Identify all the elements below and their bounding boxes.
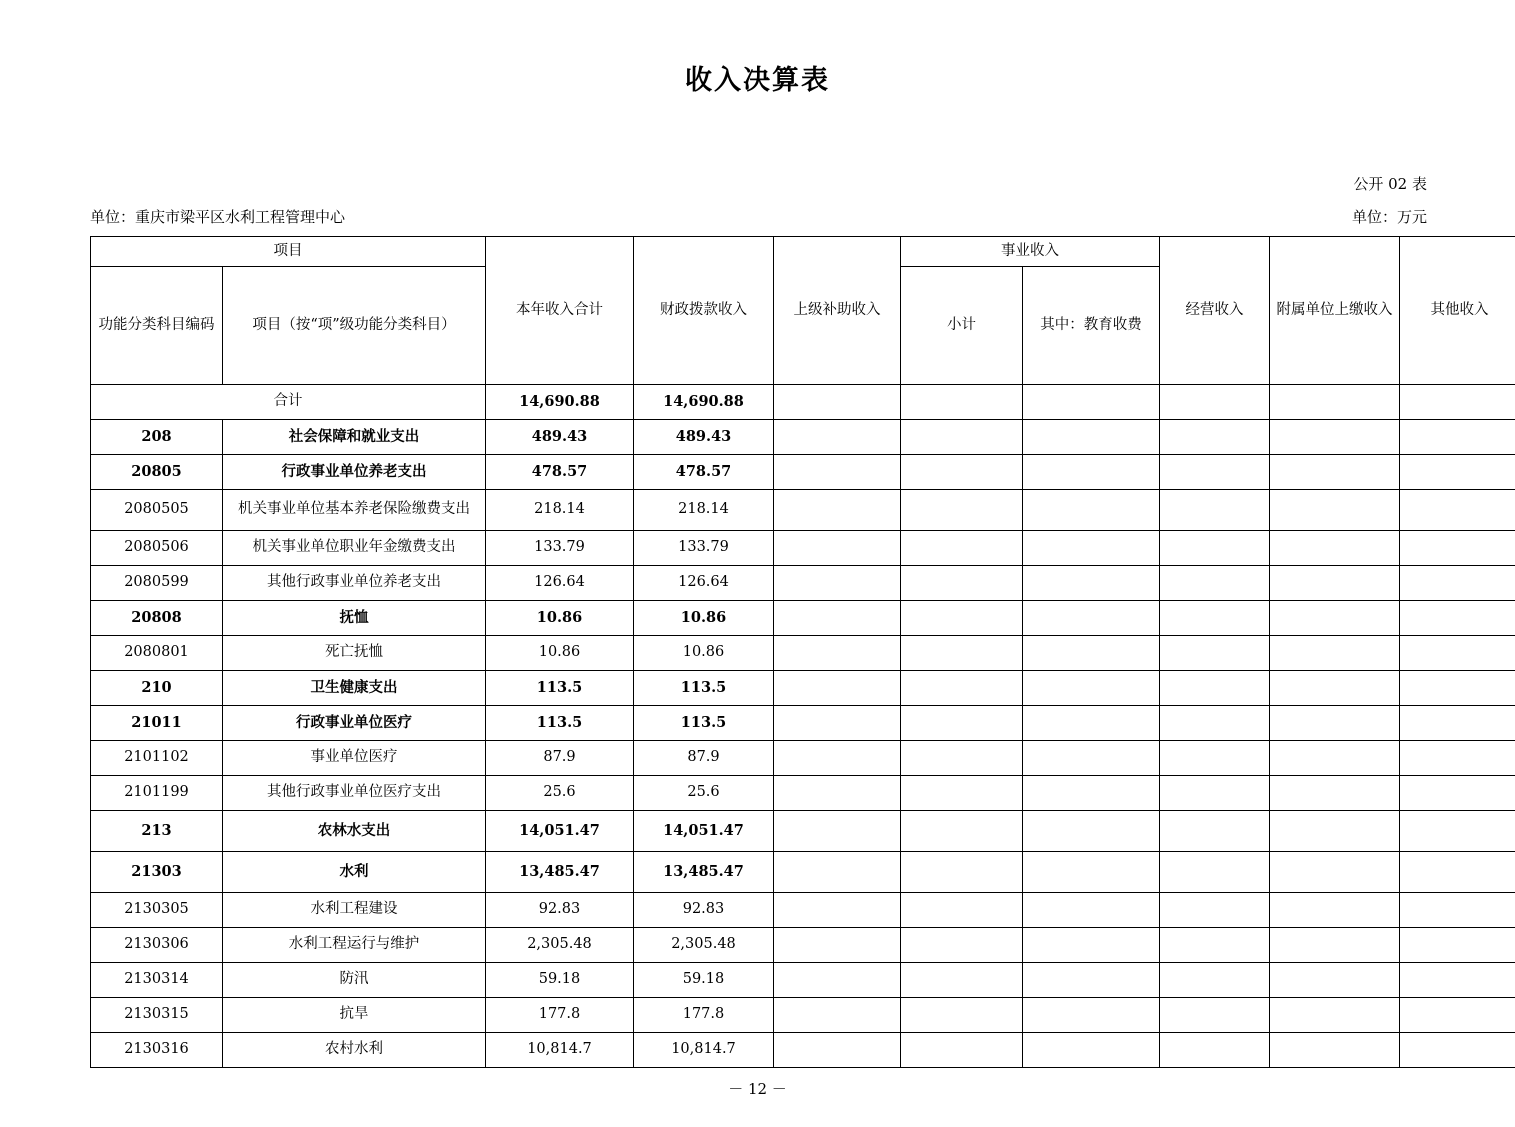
cell-fiscal: 14,690.88 bbox=[634, 385, 774, 420]
cell-other bbox=[1400, 385, 1515, 420]
cell-attach bbox=[1270, 963, 1400, 998]
cell-subtotal bbox=[901, 566, 1023, 601]
cell-year-total: 10,814.7 bbox=[486, 1033, 634, 1068]
table-row bbox=[91, 671, 1515, 706]
cell-edu bbox=[1023, 776, 1160, 811]
cell-year-total: 14,690.88 bbox=[486, 385, 634, 420]
cell-edu bbox=[1023, 531, 1160, 566]
cell-edu bbox=[1023, 420, 1160, 455]
cell-fiscal: 92.83 bbox=[634, 893, 774, 928]
cell-fiscal: 478.57 bbox=[634, 455, 774, 490]
cell-oper bbox=[1160, 741, 1270, 776]
table-row bbox=[91, 741, 1515, 776]
table-row bbox=[91, 928, 1515, 963]
cell-fiscal: 113.5 bbox=[634, 671, 774, 706]
cell-year-total: 478.57 bbox=[486, 455, 634, 490]
table-row bbox=[91, 963, 1515, 998]
cell-other bbox=[1400, 741, 1515, 776]
income-final-accounts-table bbox=[90, 236, 1515, 1068]
cell-attach bbox=[1270, 741, 1400, 776]
header-function-code: 功能分类科目编码 bbox=[91, 267, 223, 385]
cell-code: 210 bbox=[91, 671, 223, 706]
table-row bbox=[91, 420, 1515, 455]
cell-fiscal: 14,051.47 bbox=[634, 811, 774, 852]
cell-code: 2130305 bbox=[91, 893, 223, 928]
cell-other bbox=[1400, 636, 1515, 671]
cell-year-total: 59.18 bbox=[486, 963, 634, 998]
cell-oper bbox=[1160, 706, 1270, 741]
cell-code: 2130306 bbox=[91, 928, 223, 963]
cell-edu bbox=[1023, 671, 1160, 706]
cell-name: 水利 bbox=[223, 852, 486, 893]
header-affiliated-unit: 附属单位上缴收入 bbox=[1270, 237, 1400, 385]
cell-attach bbox=[1270, 998, 1400, 1033]
cell-oper bbox=[1160, 893, 1270, 928]
table-row bbox=[91, 566, 1515, 601]
cell-year-total: 14,051.47 bbox=[486, 811, 634, 852]
cell-other bbox=[1400, 566, 1515, 601]
cell-name: 其他行政事业单位养老支出 bbox=[223, 566, 486, 601]
header-education-fee: 其中：教育收费 bbox=[1023, 267, 1160, 385]
cell-year-total: 2,305.48 bbox=[486, 928, 634, 963]
cell-other bbox=[1400, 531, 1515, 566]
cell-year-total: 87.9 bbox=[486, 741, 634, 776]
cell-code: 2101199 bbox=[91, 776, 223, 811]
cell-attach bbox=[1270, 601, 1400, 636]
cell-code: 2080599 bbox=[91, 566, 223, 601]
cell-attach bbox=[1270, 928, 1400, 963]
cell-upper bbox=[774, 998, 901, 1033]
cell-subtotal bbox=[901, 601, 1023, 636]
cell-other bbox=[1400, 852, 1515, 893]
cell-fiscal: 10.86 bbox=[634, 601, 774, 636]
cell-attach bbox=[1270, 455, 1400, 490]
cell-year-total: 92.83 bbox=[486, 893, 634, 928]
cell-edu bbox=[1023, 963, 1160, 998]
cell-oper bbox=[1160, 963, 1270, 998]
cell-oper bbox=[1160, 601, 1270, 636]
table-row bbox=[91, 601, 1515, 636]
header-fiscal-allocation: 财政拨款收入 bbox=[634, 237, 774, 385]
cell-fiscal: 10,814.7 bbox=[634, 1033, 774, 1068]
row-label-total: 合计 bbox=[91, 385, 486, 420]
cell-upper bbox=[774, 490, 901, 531]
cell-code: 21011 bbox=[91, 706, 223, 741]
cell-subtotal bbox=[901, 531, 1023, 566]
cell-subtotal bbox=[901, 852, 1023, 893]
cell-attach bbox=[1270, 420, 1400, 455]
table-row bbox=[91, 852, 1515, 893]
cell-other bbox=[1400, 998, 1515, 1033]
table-row bbox=[91, 706, 1515, 741]
cell-oper bbox=[1160, 531, 1270, 566]
cell-other bbox=[1400, 420, 1515, 455]
cell-oper bbox=[1160, 852, 1270, 893]
header-group-business-income: 事业收入 bbox=[901, 237, 1160, 267]
cell-code: 2130314 bbox=[91, 963, 223, 998]
header-year-total: 本年收入合计 bbox=[486, 237, 634, 385]
cell-upper bbox=[774, 893, 901, 928]
cell-oper bbox=[1160, 928, 1270, 963]
cell-upper bbox=[774, 928, 901, 963]
table-header-row-group bbox=[91, 237, 1515, 267]
cell-subtotal bbox=[901, 998, 1023, 1033]
cell-code: 2080505 bbox=[91, 490, 223, 531]
cell-upper bbox=[774, 636, 901, 671]
cell-upper bbox=[774, 531, 901, 566]
cell-name: 水利工程运行与维护 bbox=[223, 928, 486, 963]
cell-subtotal bbox=[901, 1033, 1023, 1068]
cell-year-total: 10.86 bbox=[486, 601, 634, 636]
cell-name: 抚恤 bbox=[223, 601, 486, 636]
table-row bbox=[91, 455, 1515, 490]
cell-other bbox=[1400, 893, 1515, 928]
document-page bbox=[0, 58, 1515, 1127]
cell-upper bbox=[774, 1033, 901, 1068]
cell-upper bbox=[774, 566, 901, 601]
cell-other bbox=[1400, 963, 1515, 998]
cell-fiscal: 489.43 bbox=[634, 420, 774, 455]
cell-subtotal bbox=[901, 455, 1023, 490]
cell-edu bbox=[1023, 636, 1160, 671]
cell-attach bbox=[1270, 776, 1400, 811]
cell-year-total: 10.86 bbox=[486, 636, 634, 671]
table-row bbox=[91, 385, 1515, 420]
cell-code: 2080506 bbox=[91, 531, 223, 566]
cell-subtotal bbox=[901, 811, 1023, 852]
cell-upper bbox=[774, 852, 901, 893]
cell-fiscal: 87.9 bbox=[634, 741, 774, 776]
cell-attach bbox=[1270, 490, 1400, 531]
header-item-name: 项目（按“项”级功能分类科目） bbox=[223, 267, 486, 385]
cell-other bbox=[1400, 706, 1515, 741]
cell-name: 行政事业单位医疗 bbox=[223, 706, 486, 741]
cell-other bbox=[1400, 1033, 1515, 1068]
cell-edu bbox=[1023, 706, 1160, 741]
page-title: 收入决算表 bbox=[0, 58, 1515, 97]
cell-edu bbox=[1023, 852, 1160, 893]
cell-edu bbox=[1023, 601, 1160, 636]
cell-edu bbox=[1023, 385, 1160, 420]
cell-subtotal bbox=[901, 420, 1023, 455]
cell-attach bbox=[1270, 671, 1400, 706]
cell-upper bbox=[774, 741, 901, 776]
cell-year-total: 177.8 bbox=[486, 998, 634, 1033]
table-row bbox=[91, 531, 1515, 566]
cell-name: 防汛 bbox=[223, 963, 486, 998]
cell-subtotal bbox=[901, 706, 1023, 741]
cell-name: 卫生健康支出 bbox=[223, 671, 486, 706]
cell-code: 2130316 bbox=[91, 1033, 223, 1068]
cell-subtotal bbox=[901, 741, 1023, 776]
cell-edu bbox=[1023, 455, 1160, 490]
cell-fiscal: 218.14 bbox=[634, 490, 774, 531]
header-other-income: 其他收入 bbox=[1400, 237, 1515, 385]
cell-name: 农林水支出 bbox=[223, 811, 486, 852]
cell-edu bbox=[1023, 928, 1160, 963]
cell-name: 其他行政事业单位医疗支出 bbox=[223, 776, 486, 811]
cell-oper bbox=[1160, 811, 1270, 852]
cell-attach bbox=[1270, 636, 1400, 671]
cell-edu bbox=[1023, 811, 1160, 852]
cell-oper bbox=[1160, 385, 1270, 420]
cell-subtotal bbox=[901, 671, 1023, 706]
cell-year-total: 13,485.47 bbox=[486, 852, 634, 893]
table-row bbox=[91, 893, 1515, 928]
cell-other bbox=[1400, 671, 1515, 706]
cell-subtotal bbox=[901, 928, 1023, 963]
cell-oper bbox=[1160, 566, 1270, 601]
cell-fiscal: 25.6 bbox=[634, 776, 774, 811]
table-row bbox=[91, 998, 1515, 1033]
cell-code: 2080801 bbox=[91, 636, 223, 671]
cell-fiscal: 133.79 bbox=[634, 531, 774, 566]
cell-oper bbox=[1160, 455, 1270, 490]
cell-name: 社会保障和就业支出 bbox=[223, 420, 486, 455]
cell-oper bbox=[1160, 671, 1270, 706]
cell-upper bbox=[774, 455, 901, 490]
cell-name: 机关事业单位职业年金缴费支出 bbox=[223, 531, 486, 566]
cell-year-total: 489.43 bbox=[486, 420, 634, 455]
cell-edu bbox=[1023, 998, 1160, 1033]
cell-edu bbox=[1023, 893, 1160, 928]
cell-upper bbox=[774, 671, 901, 706]
meta-row bbox=[90, 206, 1427, 227]
cell-year-total: 218.14 bbox=[486, 490, 634, 531]
cell-year-total: 113.5 bbox=[486, 671, 634, 706]
cell-upper bbox=[774, 963, 901, 998]
cell-year-total: 113.5 bbox=[486, 706, 634, 741]
cell-oper bbox=[1160, 1033, 1270, 1068]
cell-oper bbox=[1160, 776, 1270, 811]
table-header bbox=[91, 237, 1515, 385]
table-body bbox=[91, 385, 1515, 1068]
cell-fiscal: 13,485.47 bbox=[634, 852, 774, 893]
amount-unit-label: 单位：万元 bbox=[1352, 206, 1427, 227]
cell-other bbox=[1400, 601, 1515, 636]
cell-edu bbox=[1023, 741, 1160, 776]
cell-name: 行政事业单位养老支出 bbox=[223, 455, 486, 490]
cell-other bbox=[1400, 490, 1515, 531]
cell-attach bbox=[1270, 566, 1400, 601]
cell-edu bbox=[1023, 1033, 1160, 1068]
cell-other bbox=[1400, 928, 1515, 963]
cell-oper bbox=[1160, 636, 1270, 671]
table-row bbox=[91, 490, 1515, 531]
cell-edu bbox=[1023, 490, 1160, 531]
cell-upper bbox=[774, 601, 901, 636]
cell-name: 农村水利 bbox=[223, 1033, 486, 1068]
cell-attach bbox=[1270, 852, 1400, 893]
cell-subtotal bbox=[901, 490, 1023, 531]
cell-subtotal bbox=[901, 636, 1023, 671]
cell-name: 水利工程建设 bbox=[223, 893, 486, 928]
cell-fiscal: 2,305.48 bbox=[634, 928, 774, 963]
cell-oper bbox=[1160, 998, 1270, 1033]
cell-attach bbox=[1270, 1033, 1400, 1068]
page-number: － 12 － bbox=[0, 1078, 1515, 1099]
cell-code: 213 bbox=[91, 811, 223, 852]
unit-label: 单位：重庆市梁平区水利工程管理中心 bbox=[90, 206, 345, 227]
table-row bbox=[91, 1033, 1515, 1068]
cell-upper bbox=[774, 811, 901, 852]
cell-name: 死亡抚恤 bbox=[223, 636, 486, 671]
cell-code: 21303 bbox=[91, 852, 223, 893]
table-row bbox=[91, 776, 1515, 811]
header-subtotal: 小计 bbox=[901, 267, 1023, 385]
cell-name: 事业单位医疗 bbox=[223, 741, 486, 776]
cell-fiscal: 126.64 bbox=[634, 566, 774, 601]
cell-code: 208 bbox=[91, 420, 223, 455]
cell-year-total: 133.79 bbox=[486, 531, 634, 566]
header-group-project: 项目 bbox=[91, 237, 486, 267]
header-upper-subsidy: 上级补助收入 bbox=[774, 237, 901, 385]
cell-fiscal: 177.8 bbox=[634, 998, 774, 1033]
cell-attach bbox=[1270, 385, 1400, 420]
cell-oper bbox=[1160, 420, 1270, 455]
cell-fiscal: 10.86 bbox=[634, 636, 774, 671]
cell-upper bbox=[774, 420, 901, 455]
cell-code: 20808 bbox=[91, 601, 223, 636]
cell-upper bbox=[774, 706, 901, 741]
cell-code: 20805 bbox=[91, 455, 223, 490]
cell-other bbox=[1400, 455, 1515, 490]
cell-fiscal: 59.18 bbox=[634, 963, 774, 998]
cell-upper bbox=[774, 385, 901, 420]
header-operating-income: 经营收入 bbox=[1160, 237, 1270, 385]
cell-year-total: 126.64 bbox=[486, 566, 634, 601]
cell-year-total: 25.6 bbox=[486, 776, 634, 811]
cell-subtotal bbox=[901, 776, 1023, 811]
cell-attach bbox=[1270, 893, 1400, 928]
cell-other bbox=[1400, 811, 1515, 852]
cell-other bbox=[1400, 776, 1515, 811]
cell-upper bbox=[774, 776, 901, 811]
cell-name: 抗旱 bbox=[223, 998, 486, 1033]
cell-attach bbox=[1270, 811, 1400, 852]
form-number: 公开 02 表 bbox=[1353, 173, 1427, 194]
cell-edu bbox=[1023, 566, 1160, 601]
cell-attach bbox=[1270, 531, 1400, 566]
cell-fiscal: 113.5 bbox=[634, 706, 774, 741]
cell-attach bbox=[1270, 706, 1400, 741]
cell-code: 2130315 bbox=[91, 998, 223, 1033]
cell-code: 2101102 bbox=[91, 741, 223, 776]
cell-subtotal bbox=[901, 963, 1023, 998]
cell-subtotal bbox=[901, 385, 1023, 420]
cell-name: 机关事业单位基本养老保险缴费支出 bbox=[223, 490, 486, 531]
cell-oper bbox=[1160, 490, 1270, 531]
table-row bbox=[91, 811, 1515, 852]
table-row bbox=[91, 636, 1515, 671]
cell-subtotal bbox=[901, 893, 1023, 928]
